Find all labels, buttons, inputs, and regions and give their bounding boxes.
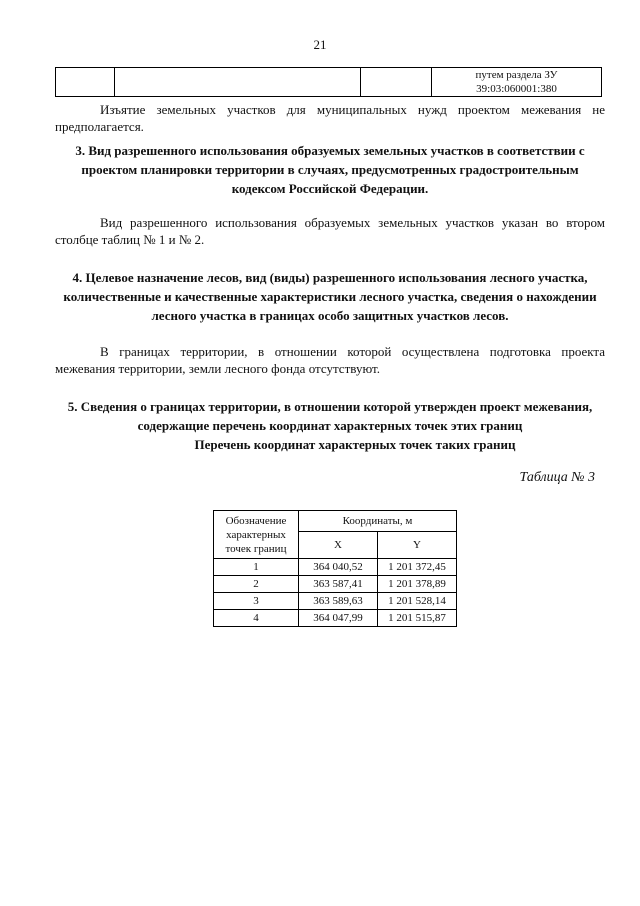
heading-section-3: 3. Вид разрешенного использования образуемых земельных участков в соответствии с проектом планировки территории в случаях, предусмотренных градостроительным кодексом Российской Федерации. bbox=[75, 143, 585, 196]
cell-x: 364 047,99 bbox=[299, 610, 378, 627]
paragraph-seizure: Изъятие земельных участков для муниципальных нужд проектом межевания не предполагается. bbox=[55, 102, 605, 134]
cell-x: 363 589,63 bbox=[299, 593, 378, 610]
column-header-x: X bbox=[299, 532, 378, 559]
table-cell-note bbox=[432, 68, 602, 97]
cell-x: 363 587,41 bbox=[299, 576, 378, 593]
cell-point: 2 bbox=[214, 576, 299, 593]
cell-y: 1 201 372,45 bbox=[378, 559, 457, 576]
table-cell-empty bbox=[361, 68, 432, 97]
table-row bbox=[214, 610, 457, 627]
paragraph-section-4: В границах территории, в отношении которой осуществлена подготовка проекта межевания территории, земли лесного фонда отсутствуют. bbox=[55, 344, 605, 376]
table-cell-empty bbox=[56, 68, 115, 97]
cell-point: 4 bbox=[214, 610, 299, 627]
table-row bbox=[214, 559, 457, 576]
table-label: Таблица № 3 bbox=[519, 470, 595, 485]
cell-point: 1 bbox=[214, 559, 299, 576]
coordinates-table bbox=[213, 510, 457, 627]
column-header-point: Обозначение характерных точек границ bbox=[214, 511, 299, 559]
table-cell-empty bbox=[115, 68, 361, 97]
cell-point: 3 bbox=[214, 593, 299, 610]
column-header-y: Y bbox=[378, 532, 457, 559]
page-number: 21 bbox=[313, 37, 327, 52]
heading-section-5: 5. Сведения о границах территории, в отношении которой утвержден проект межевания, содержащие перечень координат характерных точек этих границ bbox=[67, 399, 593, 433]
previous-table-tail bbox=[55, 67, 602, 97]
table-header-row bbox=[214, 511, 457, 532]
column-header-coordinates: Координаты, м bbox=[299, 511, 457, 532]
paragraph-section-3: Вид разрешенного использования образуемых земельных участков указан во втором столбце таблиц № 1 и № 2. bbox=[55, 215, 605, 247]
cell-y: 1 201 528,14 bbox=[378, 593, 457, 610]
heading-section-5-sub: Перечень координат характерных точек таких границ bbox=[194, 437, 516, 452]
cell-x: 364 040,52 bbox=[299, 559, 378, 576]
cell-y: 1 201 378,89 bbox=[378, 576, 457, 593]
table-row bbox=[214, 593, 457, 610]
note-line-1: путем раздела ЗУ bbox=[475, 69, 558, 81]
table-row bbox=[56, 68, 602, 97]
table-row bbox=[214, 576, 457, 593]
cell-y: 1 201 515,87 bbox=[378, 610, 457, 627]
note-line-2: 39:03:060001:380 bbox=[476, 83, 557, 95]
heading-section-4: 4. Целевое назначение лесов, вид (виды) разрешенного использования лесного участка, количественные и качественные характеристики лесного участка, сведения о нахождении лесного участка в границах особо защитных участков лесов. bbox=[63, 270, 597, 323]
